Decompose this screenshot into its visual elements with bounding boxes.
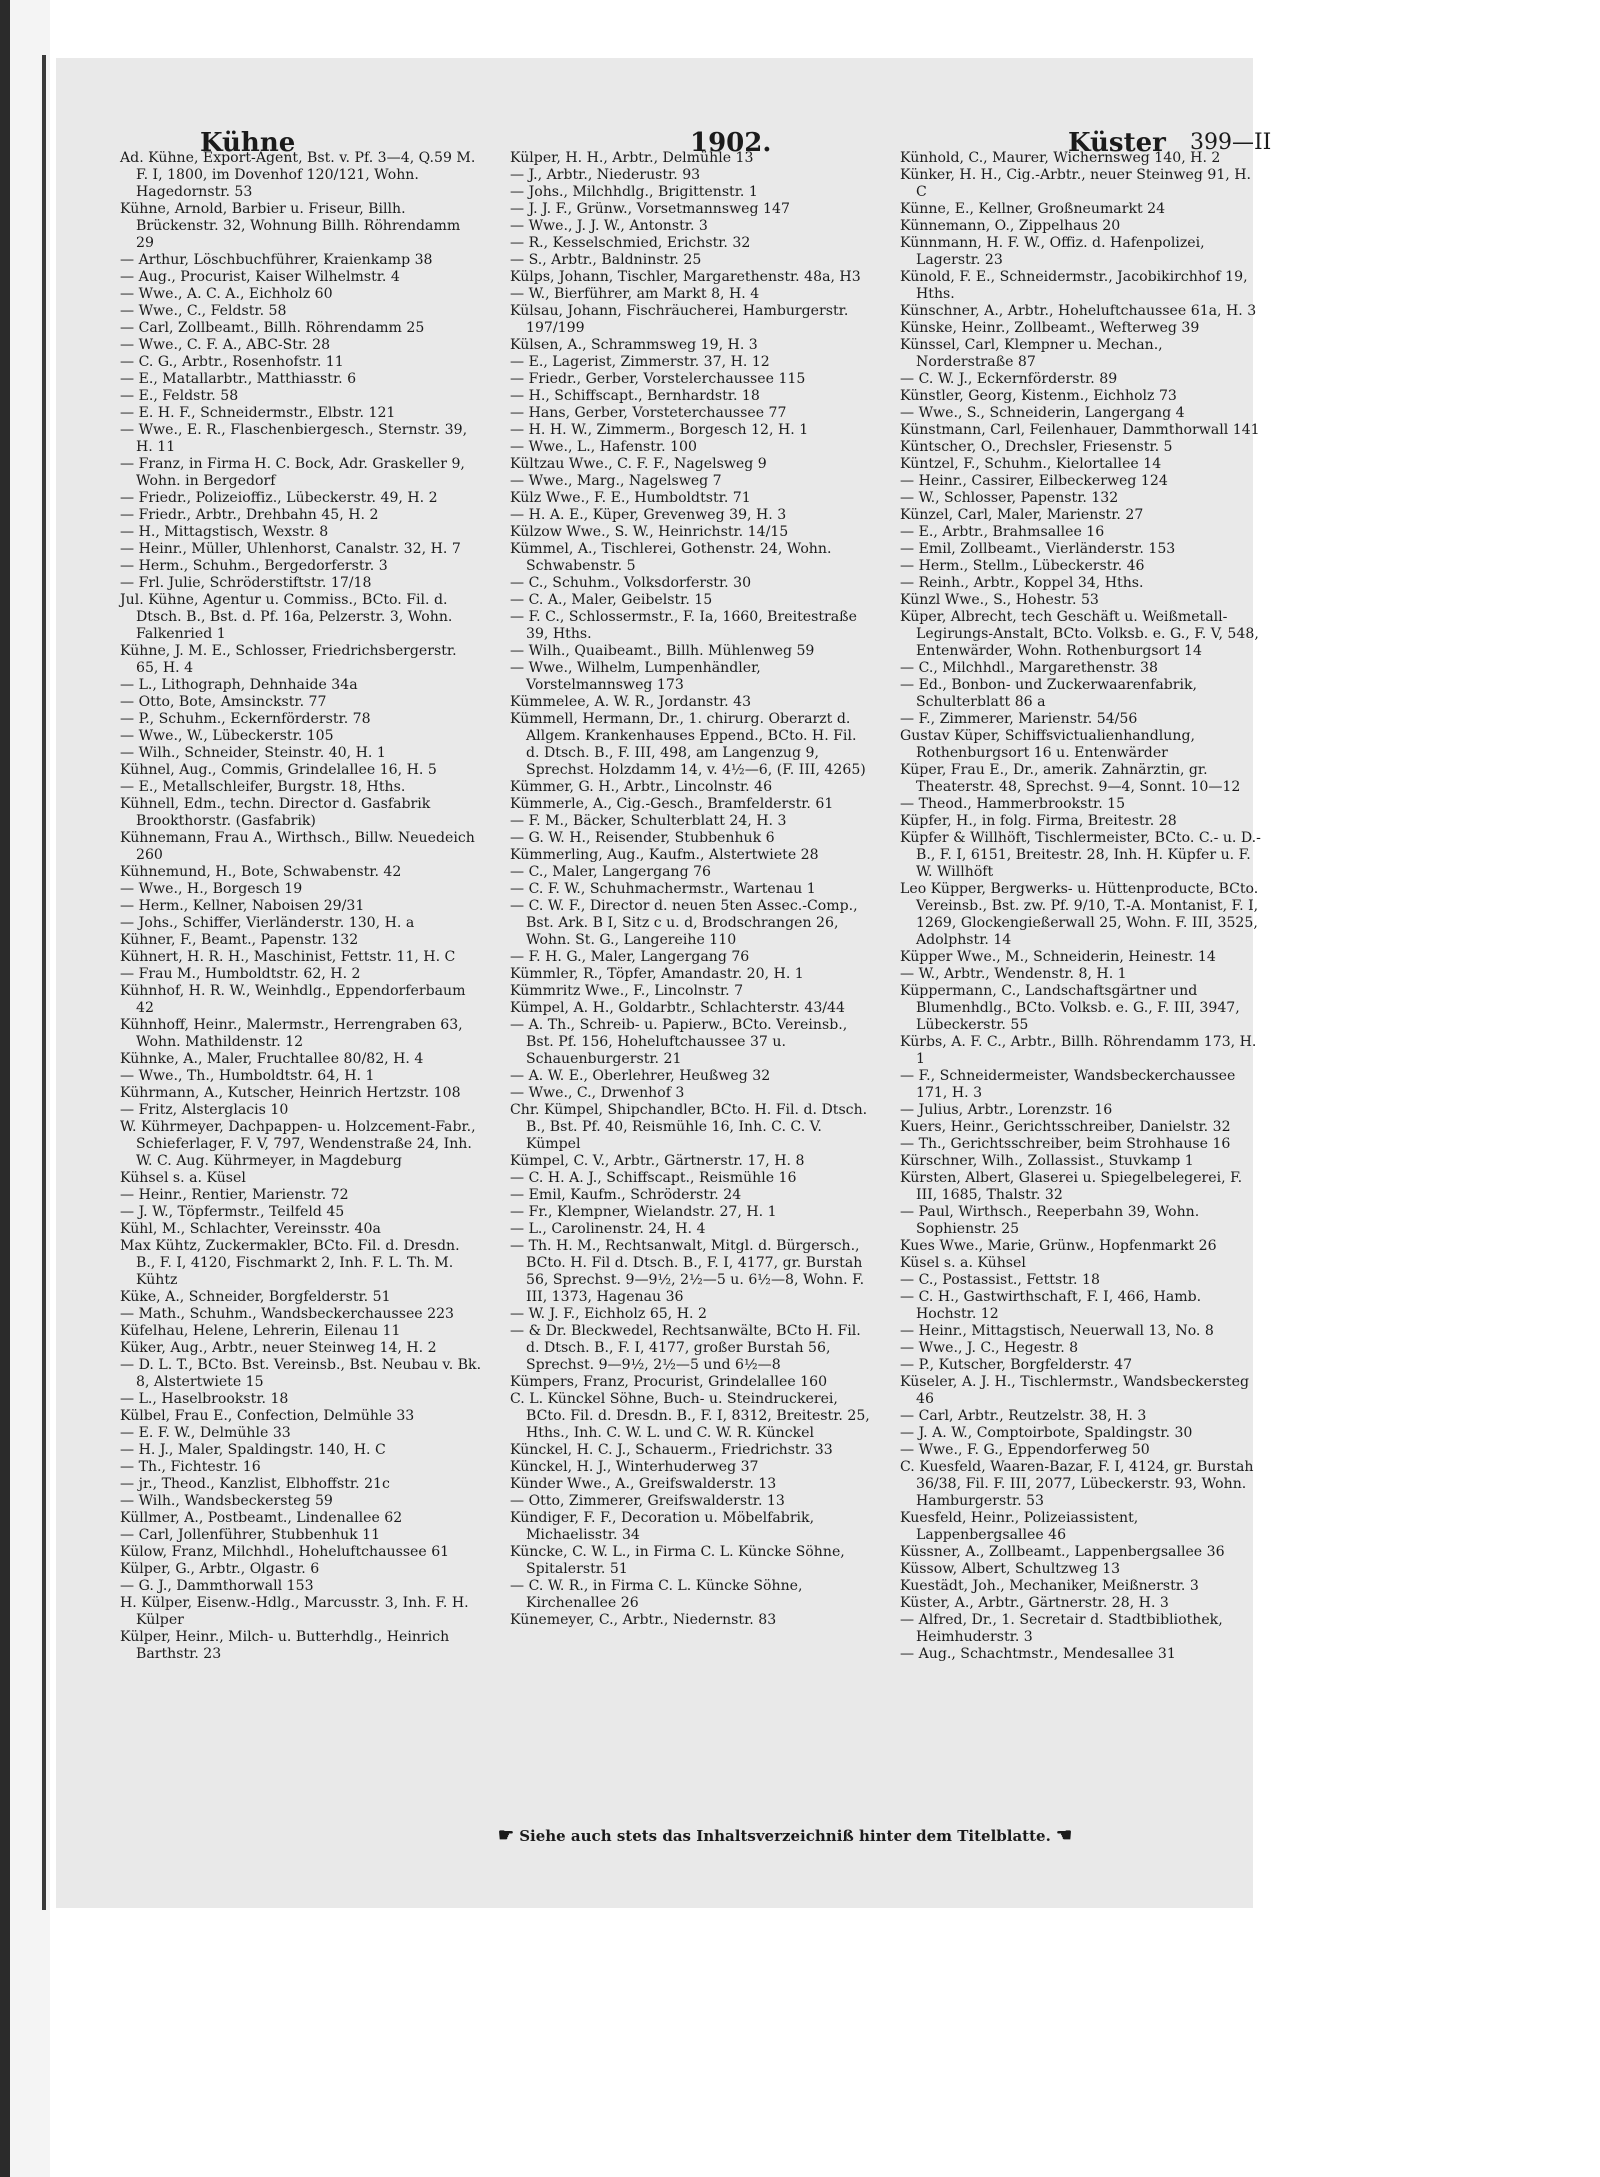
- directory-entry: Küntscher, O., Drechsler, Friesenstr. 5: [900, 439, 1173, 455]
- directory-entry: Kühnell, Edm., techn. Director d. Gasfabrik Brookthorstr. (Gasfabrik): [120, 796, 431, 829]
- directory-entry: — A. Th., Schreib- u. Papierw., BCto. Vereinsb., Bst. Pf. 156, Hoheluftchaussee 37 u. Schauenburgerstr. 21: [510, 1017, 848, 1067]
- directory-entry: Küster, A., Arbtr., Gärtnerstr. 28, H. 3: [900, 1595, 1169, 1611]
- directory-entry: Külzow Wwe., S. W., Heinrichstr. 14/15: [510, 524, 789, 540]
- directory-entry: — Math., Schuhm., Wandsbeckerchaussee 223: [120, 1306, 455, 1322]
- directory-entry: — Heinr., Mittagstisch, Neuerwall 13, No. 8: [900, 1323, 1214, 1339]
- directory-entry: — E., Feldstr. 58: [120, 388, 239, 404]
- directory-entry: Kümmler, R., Töpfer, Amandastr. 20, H. 1: [510, 966, 804, 982]
- directory-entry: Künemeyer, C., Arbtr., Niedernstr. 83: [510, 1612, 777, 1628]
- directory-entry: Künckel, H. J., Winterhuderweg 37: [510, 1459, 759, 1475]
- directory-entry: — Heinr., Rentier, Marienstr. 72: [120, 1187, 349, 1203]
- directory-entry: — Hans, Gerber, Vorsteterchaussee 77: [510, 405, 787, 421]
- directory-entry: Küllmer, A., Postbeamt., Lindenallee 62: [120, 1510, 403, 1526]
- directory-entry: Küssow, Albert, Schultzweg 13: [900, 1561, 1121, 1577]
- directory-entry: — C. W. J., Eckernförderstr. 89: [900, 371, 1118, 387]
- directory-entry: — Wwe., H., Borgesch 19: [120, 881, 303, 897]
- directory-entry: Künder Wwe., A., Greifswalderstr. 13: [510, 1476, 777, 1492]
- directory-entry: Kümpers, Franz, Procurist, Grindelallee 160: [510, 1374, 828, 1390]
- directory-entry: — Aug., Procurist, Kaiser Wilhelmstr. 4: [120, 269, 400, 285]
- directory-entry: Küpfer & Willhöft, Tischlermeister, BCto. C.- u. D.-B., F. I, 6151, Breitestr. 28, Inh. H. Küpfer u. F. W. Willhöft: [900, 830, 1261, 880]
- directory-entry: Jul. Kühne, Agentur u. Commiss., BCto. Fil. d. Dtsch. B., Bst. d. Pf. 16a, Pelzerstr. 3, Wohn. Falkenried 1: [120, 592, 453, 642]
- directory-entry: — Wwe., C., Drwenhof 3: [510, 1085, 685, 1101]
- header-year: 1902.: [690, 128, 772, 158]
- directory-entry: Kühnemann, Frau A., Wirthsch., Billw. Neuedeich 260: [120, 830, 475, 863]
- directory-entry: Künstmann, Carl, Feilenhauer, Dammthorwall 141: [900, 422, 1260, 438]
- directory-entry: Kues Wwe., Marie, Grünw., Hopfenmarkt 26: [900, 1238, 1217, 1254]
- directory-entry: — Frl. Julie, Schröderstiftstr. 17/18: [120, 575, 372, 591]
- directory-entry: — Wwe., W., Lübeckerstr. 105: [120, 728, 334, 744]
- directory-entry: — Th., Gerichtsschreiber, beim Strohhause 16: [900, 1136, 1231, 1152]
- directory-entry: — Wwe., J. J. W., Antonstr. 3: [510, 218, 708, 234]
- directory-entry: Kürsten, Albert, Glaserei u. Spiegelbelegerei, F. III, 1685, Thalstr. 32: [900, 1170, 1243, 1203]
- directory-entry: Külsen, A., Schrammsweg 19, H. 3: [510, 337, 758, 353]
- directory-entry: Kühnke, A., Maler, Fruchtallee 80/82, H. 4: [120, 1051, 424, 1067]
- directory-entry: — C. W. R., in Firma C. L. Küncke Söhne, Kirchenallee 26: [510, 1578, 803, 1611]
- directory-entry: — G. J., Dammthorwall 153: [120, 1578, 314, 1594]
- directory-entry: Kühnhoff, Heinr., Malermstr., Herrengraben 63, Wohn. Mathildenstr. 12: [120, 1017, 463, 1050]
- directory-entry: — Julius, Arbtr., Lorenzstr. 16: [900, 1102, 1113, 1118]
- directory-entry: Küper, Albrecht, tech Geschäft u. Weißmetall-Legirungs-Anstalt, BCto. Volksb. e. G., F. V, 548, Entenwärder, Wohn. Rothenburgsort 14: [900, 609, 1259, 659]
- directory-entry: Külper, G., Arbtr., Olgastr. 6: [120, 1561, 320, 1577]
- directory-entry: — Wwe., J. C., Hegestr. 8: [900, 1340, 1079, 1356]
- directory-entry: Kühner, F., Beamt., Papenstr. 132: [120, 932, 359, 948]
- directory-entry: — Otto, Bote, Amsinckstr. 77: [120, 694, 327, 710]
- directory-entry: Künstler, Georg, Kistenm., Eichholz 73: [900, 388, 1177, 404]
- directory-entry: — Frau M., Humboldtstr. 62, H. 2: [120, 966, 361, 982]
- directory-entry: Kündiger, F. F., Decoration u. Möbelfabrik, Michaelisstr. 34: [510, 1510, 815, 1543]
- directory-entry: — S., Arbtr., Baldninstr. 25: [510, 252, 702, 268]
- directory-entry: — W. J. F., Eichholz 65, H. 2: [510, 1306, 707, 1322]
- directory-entry: — J. A. W., Comptoirbote, Spaldingstr. 30: [900, 1425, 1193, 1441]
- directory-column-middle: [510, 150, 872, 1629]
- directory-entry: — H., Schiffscapt., Bernhardstr. 18: [510, 388, 760, 404]
- directory-entry: — Carl, Zollbeamt., Billh. Röhrendamm 25: [120, 320, 425, 336]
- directory-entry: — C., Postassist., Fettstr. 18: [900, 1272, 1100, 1288]
- directory-entry: Kühnhof, H. R. W., Weinhdlg., Eppendorferbaum 42: [120, 983, 466, 1016]
- directory-entry: — Fritz, Alsterglacis 10: [120, 1102, 289, 1118]
- directory-entry: — Heinr., Müller, Uhlenhorst, Canalstr. 32, H. 7: [120, 541, 461, 557]
- directory-entry: — Wwe., C., Feldstr. 58: [120, 303, 287, 319]
- directory-entry: Künske, Heinr., Zollbeamt., Wefterweg 39: [900, 320, 1200, 336]
- directory-entry: — Emil, Zollbeamt., Vierländerstr. 153: [900, 541, 1176, 557]
- directory-entry: Kühnemund, H., Bote, Schwabenstr. 42: [120, 864, 402, 880]
- directory-entry: Külps, Johann, Tischler, Margarethenstr. 48a, H3: [510, 269, 861, 285]
- directory-entry: Gustav Küper, Schiffsvictualienhandlung, Rothenburgsort 16 u. Entenwärder: [900, 728, 1195, 761]
- directory-entry: — Friedr., Arbtr., Drehbahn 45, H. 2: [120, 507, 379, 523]
- directory-entry: Max Kühtz, Zuckermakler, BCto. Fil. d. Dresdn. B., F. I, 4120, Fischmarkt 2, Inh. F. L. Th. M. Kühtz: [120, 1238, 460, 1288]
- directory-entry: — F., Schneidermeister, Wandsbeckerchaussee 171, H. 3: [900, 1068, 1236, 1101]
- binding-band: [0, 0, 10, 2177]
- directory-entry: Kürbs, A. F. C., Arbtr., Billh. Röhrendamm 173, H. 1: [900, 1034, 1257, 1067]
- directory-entry: — J., Arbtr., Niederustr. 93: [510, 167, 701, 183]
- directory-entry: — Wwe., A. C. A., Eichholz 60: [120, 286, 333, 302]
- directory-entry: Kümmerling, Aug., Kaufm., Alstertwiete 28: [510, 847, 819, 863]
- directory-entry: — Aug., Schachtmstr., Mendesallee 31: [900, 1646, 1176, 1662]
- directory-entry: Küpper Wwe., M., Schneiderin, Heinestr. 14: [900, 949, 1216, 965]
- directory-entry: Künhold, C., Maurer, Wichernsweg 140, H. 2: [900, 150, 1221, 166]
- directory-entry: — E. F. W., Delmühle 33: [120, 1425, 291, 1441]
- directory-entry: — C. F. W., Schuhmachermstr., Wartenau 1: [510, 881, 816, 897]
- directory-entry: Kümmritz Wwe., F., Lincolnstr. 7: [510, 983, 744, 999]
- directory-entry: — Wilh., Schneider, Steinstr. 40, H. 1: [120, 745, 386, 761]
- directory-entry: — Reinh., Arbtr., Koppel 34, Hths.: [900, 575, 1144, 591]
- directory-entry: Külz Wwe., F. E., Humboldtstr. 71: [510, 490, 751, 506]
- directory-entry: Kümmerle, A., Cig.-Gesch., Bramfelderstr. 61: [510, 796, 834, 812]
- directory-entry: Kuestädt, Joh., Mechaniker, Meißnerstr. 3: [900, 1578, 1199, 1594]
- directory-entry: H. Külper, Eisenw.-Hdlg., Marcusstr. 3, Inh. F. H. Külper: [120, 1595, 469, 1628]
- directory-entry: — Arthur, Löschbuchführer, Kraienkamp 38: [120, 252, 433, 268]
- directory-entry: Künker, H. H., Cig.-Arbtr., neuer Steinweg 91, H. C: [900, 167, 1252, 200]
- directory-entry: Künnemann, O., Zippelhaus 20: [900, 218, 1121, 234]
- directory-entry: Külper, H. H., Arbtr., Delmühle 13: [510, 150, 754, 166]
- directory-entry: Künzel, Carl, Maler, Marienstr. 27: [900, 507, 1144, 523]
- directory-entry: Küseler, A. J. H., Tischlermstr., Wandsbeckersteg 46: [900, 1374, 1249, 1407]
- directory-entry: — Herm., Stellm., Lübeckerstr. 46: [900, 558, 1145, 574]
- directory-entry: — C. W. F., Director d. neuen 5ten Assec.-Comp., Bst. Ark. B I, Sitz c u. d, Brodschrangen 26, Wohn. St. G., Langereihe 110: [510, 898, 858, 948]
- directory-entry: Küfelhau, Helene, Lehrerin, Eilenau 11: [120, 1323, 401, 1339]
- pointing-hand-left-icon: ☚: [1056, 1825, 1073, 1846]
- directory-entry: — F. C., Schlossermstr., F. Ia, 1660, Breitestraße 39, Hths.: [510, 609, 857, 642]
- directory-entry: — Wwe., S., Schneiderin, Langergang 4: [900, 405, 1185, 421]
- directory-entry: Künold, F. E., Schneidermstr., Jacobikirchhof 19, Hths.: [900, 269, 1248, 302]
- directory-column-left: [120, 150, 482, 1663]
- directory-entry: — D. L. T., BCto. Bst. Vereinsb., Bst. Neubau v. Bk. 8, Alstertwiete 15: [120, 1357, 482, 1390]
- directory-entry: Külsau, Johann, Fischräucherei, Hamburgerstr. 197/199: [510, 303, 849, 336]
- directory-entry: — F. M., Bäcker, Schulterblatt 24, H. 3: [510, 813, 787, 829]
- directory-entry: Küncke, C. W. L., in Firma C. L. Küncke Söhne, Spitalerstr. 51: [510, 1544, 845, 1577]
- directory-entry: W. Kührmeyer, Dachpappen- u. Holzcement-Fabr., Schieferlager, F. V, 797, Wendenstraße 24, Inh. W. C. Aug. Kührmeyer, in Magdeburg: [120, 1119, 476, 1169]
- directory-entry: — H. H. W., Zimmerm., Borgesch 12, H. 1: [510, 422, 809, 438]
- directory-entry: — P., Schuhm., Eckernförderstr. 78: [120, 711, 371, 727]
- directory-column-right: [900, 150, 1262, 1663]
- directory-entry: Kührmann, A., Kutscher, Heinrich Hertzstr. 108: [120, 1085, 461, 1101]
- directory-entry: — W., Arbtr., Wendenstr. 8, H. 1: [900, 966, 1127, 982]
- directory-entry: — H. J., Maler, Spaldingstr. 140, H. C: [120, 1442, 386, 1458]
- directory-entry: Kültzau Wwe., C. F. F., Nagelsweg 9: [510, 456, 767, 472]
- directory-entry: Kühnel, Aug., Commis, Grindelallee 16, H. 5: [120, 762, 437, 778]
- directory-entry: — C., Schuhm., Volksdorferstr. 30: [510, 575, 752, 591]
- directory-entry: — C., Maler, Langergang 76: [510, 864, 712, 880]
- directory-entry: — Friedr., Polizeioffiz., Lübeckerstr. 49, H. 2: [120, 490, 438, 506]
- directory-entry: — P., Kutscher, Borgfelderstr. 47: [900, 1357, 1133, 1373]
- directory-entry: — Wwe., L., Hafenstr. 100: [510, 439, 697, 455]
- directory-entry: — W., Schlosser, Papenstr. 132: [900, 490, 1119, 506]
- page-number: 399—II: [1190, 130, 1272, 155]
- directory-entry: — C., Milchhdl., Margarethenstr. 38: [900, 660, 1158, 676]
- directory-entry: Kümmel, A., Tischlerei, Gothenstr. 24, Wohn. Schwabenstr. 5: [510, 541, 832, 574]
- directory-entry: — jr., Theod., Kanzlist, Elbhoffstr. 21c: [120, 1476, 390, 1492]
- directory-entry: — Otto, Zimmerer, Greifswalderstr. 13: [510, 1493, 785, 1509]
- directory-entry: Kümmell, Hermann, Dr., 1. chirurg. Oberarzt d. Allgem. Krankenhauses Eppend., BCto. H. Fil. d. Dtsch. B., F. III, 498, am Langenzug 9, Sprechst. Holzdamm 14, v. 4½—6, (F. III, 4265): [510, 711, 866, 778]
- directory-entry: — Alfred, Dr., 1. Secretair d. Stadtbibliothek, Heimhuderstr. 3: [900, 1612, 1223, 1645]
- directory-entry: Külper, Heinr., Milch- u. Butterhdlg., Heinrich Barthstr. 23: [120, 1629, 450, 1662]
- directory-entry: — L., Lithograph, Dehnhaide 34a: [120, 677, 358, 693]
- directory-entry: — L., Haselbrookstr. 18: [120, 1391, 289, 1407]
- directory-entry: Kühne, J. M. E., Schlosser, Friedrichsbergerstr. 65, H. 4: [120, 643, 457, 676]
- directory-entry: — G. W. H., Reisender, Stubbenhuk 6: [510, 830, 775, 846]
- directory-entry: Kuers, Heinr., Gerichtsschreiber, Danielstr. 32: [900, 1119, 1231, 1135]
- directory-entry: Külow, Franz, Milchhdl., Hoheluftchaussee 61: [120, 1544, 450, 1560]
- directory-entry: — E., Metallschleifer, Burgstr. 18, Hths.: [120, 779, 406, 795]
- directory-entry: — Carl, Jollenführer, Stubbenhuk 11: [120, 1527, 381, 1543]
- directory-entry: — J. W., Töpfermstr., Teilfeld 45: [120, 1204, 345, 1220]
- directory-entry: — A. W. E., Oberlehrer, Heußweg 32: [510, 1068, 771, 1084]
- directory-entry: — Th. H. M., Rechtsanwalt, Mitgl. d. Bürgersch., BCto. H. Fil d. Dtsch. B., F. I, 4177, gr. Burstah 56, Sprechst. 9—9½, 2½—5 u. 6½—8, Wohn. F. III, 1373, Hagenau 36: [510, 1238, 865, 1305]
- directory-entry: Kühsel s. a. Küsel: [120, 1170, 246, 1186]
- directory-entry: Künckel, H. C. J., Schauerm., Friedrichstr. 33: [510, 1442, 833, 1458]
- directory-entry: — C. G., Arbtr., Rosenhofstr. 11: [120, 354, 344, 370]
- directory-entry: — E., Arbtr., Brahmsallee 16: [900, 524, 1105, 540]
- directory-entry: — Carl, Arbtr., Reutzelstr. 38, H. 3: [900, 1408, 1147, 1424]
- directory-entry: — F., Zimmerer, Marienstr. 54/56: [900, 711, 1138, 727]
- directory-entry: — Ed., Bonbon- und Zuckerwaarenfabrik, Schulterblatt 86 a: [900, 677, 1198, 710]
- directory-entry: — Heinr., Cassirer, Eilbeckerweg 124: [900, 473, 1168, 489]
- directory-entry: — L., Carolinenstr. 24, H. 4: [510, 1221, 706, 1237]
- header-right-keyword: Küster: [1068, 128, 1166, 158]
- directory-entry: Küsel s. a. Kühsel: [900, 1255, 1026, 1271]
- directory-entry: — C. A., Maler, Geibelstr. 15: [510, 592, 713, 608]
- directory-entry: — Paul, Wirthsch., Reeperbahn 39, Wohn. Sophienstr. 25: [900, 1204, 1200, 1237]
- directory-entry: — Wwe., Th., Humboldtstr. 64, H. 1: [120, 1068, 375, 1084]
- directory-entry: — Fr., Klempner, Wielandstr. 27, H. 1: [510, 1204, 777, 1220]
- directory-entry: — R., Kesselschmied, Erichstr. 32: [510, 235, 751, 251]
- directory-entry: Kühne, Arnold, Barbier u. Friseur, Billh. Brückenstr. 32, Wohnung Billh. Röhrendamm 29: [120, 201, 461, 251]
- directory-entry: — C. H., Gastwirthschaft, F. I, 466, Hamb. Hochstr. 12: [900, 1289, 1202, 1322]
- directory-entry: Künzl Wwe., S., Hohestr. 53: [900, 592, 1099, 608]
- directory-entry: C. L. Künckel Söhne, Buch- u. Steindruckerei, BCto. Fil. d. Dresdn. B., F. I, 8312, Breitestr. 25, Hths., Inh. C. W. L. und C. W. R. Künckel: [510, 1391, 870, 1441]
- directory-entry: Küker, Aug., Arbtr., neuer Steinweg 14, H. 2: [120, 1340, 437, 1356]
- directory-entry: Kümmelee, A. W. R., Jordanstr. 43: [510, 694, 752, 710]
- directory-entry: — H. A. E., Küper, Grevenweg 39, H. 3: [510, 507, 787, 523]
- directory-entry: — Wwe., F. G., Eppendorferweg 50: [900, 1442, 1150, 1458]
- directory-entry: — Wwe., Wilhelm, Lumpenhändler, Vorstelmannsweg 173: [510, 660, 761, 693]
- directory-entry: Künssel, Carl, Klempner u. Mechan., Norderstraße 87: [900, 337, 1163, 370]
- directory-entry: — E., Lagerist, Zimmerstr. 37, H. 12: [510, 354, 770, 370]
- directory-entry: — H., Mittagstisch, Wexstr. 8: [120, 524, 329, 540]
- header-left-keyword: Kühne: [200, 128, 296, 158]
- footer-note: Siehe auch stets das Inhaltsverzeichniß hinter dem Titelblatte.: [519, 1827, 1051, 1845]
- directory-entry: Kümpel, C. V., Arbtr., Gärtnerstr. 17, H. 8: [510, 1153, 805, 1169]
- directory-entry: — Herm., Schuhm., Bergedorferstr. 3: [120, 558, 388, 574]
- directory-entry: — Friedr., Gerber, Vorstelerchaussee 115: [510, 371, 806, 387]
- directory-entry: Küntzel, F., Schuhm., Kielortallee 14: [900, 456, 1162, 472]
- directory-entry: Küppermann, C., Landschaftsgärtner und Blumenhdlg., BCto. Volksb. e. G., F. III, 3947, Lübeckerstr. 55: [900, 983, 1240, 1033]
- pointing-hand-right-icon: ☛: [497, 1825, 514, 1846]
- directory-entry: — Wwe., C. F. A., ABC-Str. 28: [120, 337, 331, 353]
- directory-entry: C. Kuesfeld, Waaren-Bazar, F. I, 4124, gr. Burstah 36/38, Fil. F. III, 2077, Lübeckerstr. 93, Wohn. Hamburgerstr. 53: [900, 1459, 1254, 1509]
- directory-entry: Kümpel, A. H., Goldarbtr., Schlachterstr. 43/44: [510, 1000, 845, 1016]
- directory-entry: Künschner, A., Arbtr., Hoheluftchaussee 61a, H. 3: [900, 303, 1257, 319]
- directory-entry: — Wwe., Marg., Nagelsweg 7: [510, 473, 722, 489]
- directory-entry: Küper, Frau E., Dr., amerik. Zahnärztin, gr. Theaterstr. 48, Sprechst. 9—4, Sonnt. 10—12: [900, 762, 1241, 795]
- directory-entry: — Theod., Hammerbrookstr. 15: [900, 796, 1126, 812]
- directory-entry: Kühnert, H. R. H., Maschinist, Fettstr. 11, H. C: [120, 949, 456, 965]
- directory-entry: Küke, A., Schneider, Borgfelderstr. 51: [120, 1289, 391, 1305]
- directory-entry: — Emil, Kaufm., Schröderstr. 24: [510, 1187, 742, 1203]
- directory-entry: Küpfer, H., in folg. Firma, Breitestr. 28: [900, 813, 1177, 829]
- directory-entry: — Th., Fichtestr. 16: [120, 1459, 261, 1475]
- directory-entry: — Herm., Kellner, Naboisen 29/31: [120, 898, 365, 914]
- directory-entry: Kürschner, Wilh., Zollassist., Stuvkamp 1: [900, 1153, 1194, 1169]
- directory-entry: Chr. Kümpel, Shipchandler, BCto. H. Fil. d. Dtsch. B., Bst. Pf. 40, Reismühle 16, Inh. C. C. V. Kümpel: [510, 1102, 868, 1152]
- directory-entry: — Johs., Schiffer, Vierländerstr. 130, H. a: [120, 915, 415, 931]
- directory-entry: Leo Küpper, Bergwerks- u. Hüttenproducte, BCto. Vereinsb., Bst. zw. Pf. 9/10, T.-A. Montanist, F. I, 1269, Glockengießerwall 25, Wohn. F. III, 3525, Adolphstr. 14: [900, 881, 1259, 948]
- directory-entry: Ad. Kühne, Export-Agent, Bst. v. Pf. 3—4, Q.59 M. F. I, 1800, im Dovenhof 120/121, Wohn. Hagedornstr. 53: [120, 150, 476, 200]
- footer-note-line: [385, 1825, 1185, 1846]
- directory-entry: Kühl, M., Schlachter, Vereinsstr. 40a: [120, 1221, 381, 1237]
- directory-entry: — Franz, in Firma H. C. Bock, Adr. Graskeller 9, Wohn. in Bergedorf: [120, 456, 465, 489]
- directory-entry: — & Dr. Bleckwedel, Rechtsanwälte, BCto H. Fil. d. Dtsch. B., F. I, 4177, großer Burstah 56, Sprechst. 9—9½, 2½—5 und 6½—8: [510, 1323, 861, 1373]
- directory-entry: Küssner, A., Zollbeamt., Lappenbergsallee 36: [900, 1544, 1225, 1560]
- directory-entry: — J. J. F., Grünw., Vorsetmannsweg 147: [510, 201, 790, 217]
- directory-entry: — E., Matallarbtr., Matthiasstr. 6: [120, 371, 357, 387]
- directory-entry: Künnmann, H. F. W., Offiz. d. Hafenpolizei, Lagerstr. 23: [900, 235, 1205, 268]
- directory-entry: Külbel, Frau E., Confection, Delmühle 33: [120, 1408, 415, 1424]
- page-edge-line: [42, 55, 46, 1910]
- directory-entry: — Wilh., Quaibeamt., Billh. Mühlenweg 59: [510, 643, 815, 659]
- directory-entry: Kümmer, G. H., Arbtr., Lincolnstr. 46: [510, 779, 773, 795]
- directory-entry: Kuesfeld, Heinr., Polizeiassistent, Lappenbergsallee 46: [900, 1510, 1139, 1543]
- book-spine: [0, 0, 50, 2177]
- directory-entry: — Wwe., E. R., Flaschenbiergesch., Sternstr. 39, H. 11: [120, 422, 468, 455]
- directory-entry: Künne, E., Kellner, Großneumarkt 24: [900, 201, 1166, 217]
- directory-entry: — Wilh., Wandsbeckersteg 59: [120, 1493, 333, 1509]
- directory-entry: — C. H. A. J., Schiffscapt., Reismühle 16: [510, 1170, 797, 1186]
- directory-entry: — F. H. G., Maler, Langergang 76: [510, 949, 750, 965]
- directory-entry: — W., Bierführer, am Markt 8, H. 4: [510, 286, 760, 302]
- directory-entry: — E. H. F., Schneidermstr., Elbstr. 121: [120, 405, 396, 421]
- directory-entry: — Johs., Milchhdlg., Brigittenstr. 1: [510, 184, 758, 200]
